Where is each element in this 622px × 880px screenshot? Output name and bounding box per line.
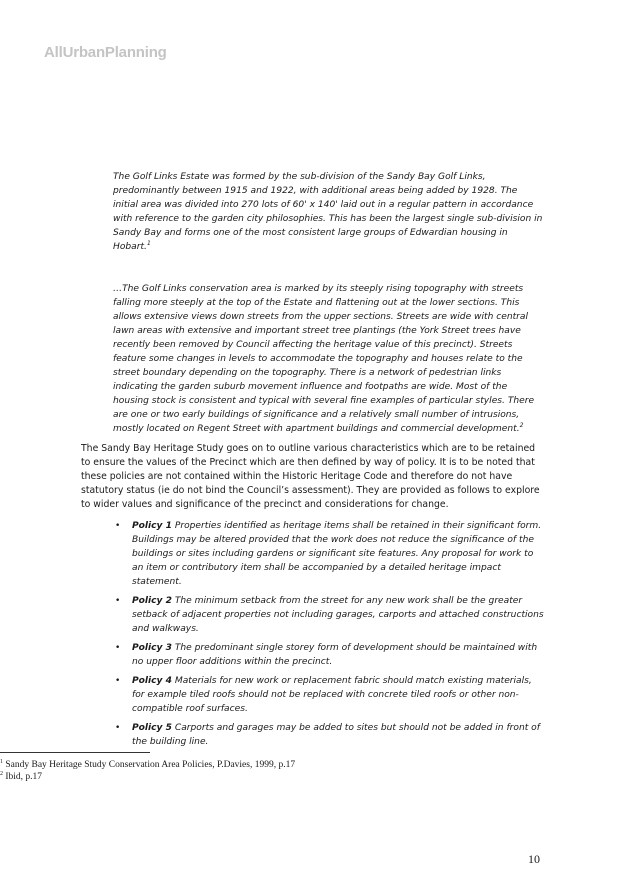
policy-text: Properties identified as heritage items shall be retained in their significant form. Buildings may be altered provided that the work does not reduce the significance of the buildings or sites including gardens or significant site features. Any proposal for work to an item or contributory item shall be accompanied by a detailed heritage impact statement. xyxy=(132,521,542,587)
footnote-divider xyxy=(0,752,150,753)
footnote-number: 1 xyxy=(0,758,3,765)
policy-list xyxy=(112,519,546,754)
footnote-text: Sandy Bay Heritage Study Conservation Area Policies, P.Davies, 1999, p.17 xyxy=(3,760,296,770)
brand-logo-text: AllUrbanPlanning xyxy=(44,44,167,61)
policy-text: The minimum setback from the street for any new work shall be the greater setback of adjacent properties not including garages, carports and attached constructions and walkways. xyxy=(132,596,544,634)
bullet-icon: • xyxy=(115,723,121,733)
bullet-icon: • xyxy=(115,521,121,531)
policy-label: Policy 2 xyxy=(132,596,172,606)
policy-text: Materials for new work or replacement fabric should match existing materials, for example tiled roofs should not be replaced with concrete tiled roofs or other non-compatible roof surfaces. xyxy=(132,676,532,714)
policy-label: Policy 1 xyxy=(132,521,172,531)
quote-golf-links-estate xyxy=(113,170,545,254)
policy-label: Policy 4 xyxy=(132,676,172,686)
body-paragraph: The Sandy Bay Heritage Study goes on to outline various characteristics which are to be retained to ensure the values of the Precinct which are then defined by way of policy. It is to be noted that these policies are not contained within the Historic Heritage Code and therefore do not have statutory status (ie do not bind the Council’s assessment). They are provided as follows to explore to wider values and significance of the precinct and considerations for change. xyxy=(81,443,540,510)
list-item xyxy=(112,519,546,589)
footnote-ref[interactable]: 2 xyxy=(519,421,524,429)
bullet-icon: • xyxy=(115,596,121,606)
list-item xyxy=(112,674,546,716)
list-item xyxy=(112,721,546,749)
quote-text: …The Golf Links conservation area is marked by its steeply rising topography with streets falling more steeply at the top of the Estate and flattening out at the lower sections. This allows extensive views down streets from the upper sections. Streets are wide with central lawn areas with extensive and important street tree plantings (the York Street trees have recently been removed by Council affecting the heritage value of this precinct). Streets feature some changes in levels to accommodate the topography and houses relate to the street boundary depending on the topography. There is a network of pedestrian links indicating the garden suburb movement influence and footpaths are wide. Most of the housing stock is consistent and typical with several fine examples of particular styles. There are one or two early buildings of significance and a relatively small number of intrusions, mostly located on Regent Street with apartment buildings and commercial development. xyxy=(113,284,535,434)
bullet-icon: • xyxy=(115,643,121,653)
footnote-2 xyxy=(0,771,42,783)
list-item xyxy=(112,594,546,636)
footnote-number: 2 xyxy=(0,770,3,777)
footnote-text: Ibid, p.17 xyxy=(3,772,43,782)
policy-text: Carports and garages may be added to sites but should not be added in front of the building line. xyxy=(132,723,540,747)
policy-label: Policy 3 xyxy=(132,643,172,653)
footnote-1 xyxy=(0,759,295,771)
footnote-ref[interactable]: 1 xyxy=(146,239,151,247)
quote-text: The Golf Links Estate was formed by the sub-division of the Sandy Bay Golf Links, predominantly between 1915 and 1922, with additional areas being added by 1928. The initial area was divided into 270 lots of 60' x 140' laid out in a regular pattern in accordance with reference to the garden city philosophies. This has been the largest single sub-division in Sandy Bay and forms one of the most consistent large groups of Edwardian housing in Hobart. xyxy=(113,172,543,252)
policy-label: Policy 5 xyxy=(132,723,172,733)
quote-conservation-area xyxy=(113,282,545,436)
policy-text: The predominant single storey form of development should be maintained with no upper floor additions within the precinct. xyxy=(132,643,538,667)
list-item xyxy=(112,641,546,669)
page-number: 10 xyxy=(528,852,540,866)
bullet-icon: • xyxy=(115,676,121,686)
